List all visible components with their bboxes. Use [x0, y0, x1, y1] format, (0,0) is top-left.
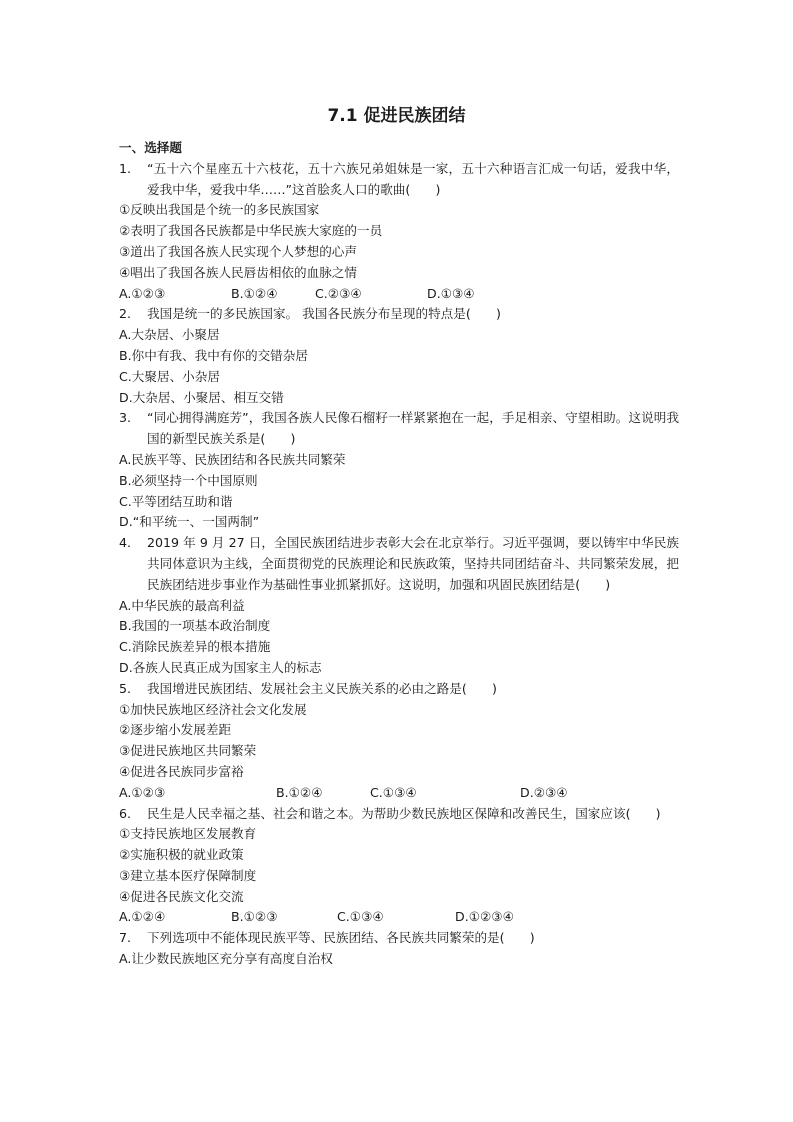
option-a: A.中华民族的最高利益	[119, 597, 245, 613]
question-number: 5.	[119, 680, 132, 696]
question-number: 3.	[119, 410, 132, 426]
option-b: B.必须坚持一个中国原则	[119, 472, 258, 488]
question-2	[119, 304, 679, 325]
option-d: D.大杂居、小聚居、相互交错	[119, 389, 284, 405]
question-text: 民生是人民幸福之基、社会和谐之本。为帮助少数民族地区保障和改善民生，国家应该( )	[147, 805, 661, 821]
option-b: B.①②③	[231, 909, 278, 925]
question-text: 下列选项中不能体现民族平等、民族团结、各民族共同繁荣的是( )	[147, 930, 535, 946]
statement: ③促进民族地区共同繁荣	[119, 743, 257, 759]
question-text: 我国增进民族团结、发展社会主义民族关系的必由之路是( )	[147, 680, 497, 696]
option-a: A.大杂居、小聚居	[119, 327, 220, 343]
statement: ②表明了我国各民族都是中华民族大家庭的一员	[119, 223, 383, 239]
option-a: A.①②③	[119, 784, 166, 800]
question-text: 2019 年 9 月 27 日，全国民族团结进步表彰大会在北京举行。习近平强调，要以铸牢中华民族共同体意识为主线，全面贯彻党的民族理论和民族政策，坚持共同团结奋斗、共同繁荣发展，把民族团结进步事业作为基础性事业抓紧抓好。这说明，加强和巩固民族团结是( )	[147, 535, 679, 592]
page-title: 7.1 促进民族团结	[327, 106, 466, 126]
option-b: B.你中有我、我中有你的交错杂居	[119, 347, 308, 363]
statement: ③道出了我国各族人民实现个人梦想的心声	[119, 243, 357, 259]
option-c: C.消除民族差异的根本措施	[119, 639, 271, 655]
options-row	[119, 284, 679, 305]
question-list	[119, 138, 679, 970]
statement: ④促进各民族同步富裕	[119, 763, 244, 779]
option-c: C.大聚居、小杂居	[119, 368, 220, 384]
option-c: C.平等团结互助和谐	[119, 493, 233, 509]
option-c: C.②③④	[315, 285, 362, 301]
options-row	[119, 783, 679, 804]
option-d: D.①②③④	[455, 909, 514, 925]
options-row	[119, 907, 679, 928]
option-d: D.“和平统一、一国两制”	[119, 514, 260, 530]
question-number: 7.	[119, 930, 132, 946]
option-c: C.①③④	[337, 909, 384, 925]
option-a: A.让少数民族地区充分享有高度自治权	[119, 951, 333, 967]
statement: ④唱出了我国各族人民唇齿相依的血脉之情	[119, 264, 357, 280]
question-text: “五十六个星座五十六枝花，五十六族兄弟姐妹是一家，五十六种语言汇成一句话，爱我中华，爱我中华，爱我中华……”这首脍炙人口的歌曲( )	[147, 160, 679, 197]
statement: ③建立基本医疗保障制度	[119, 867, 257, 883]
option-b: B.①②④	[231, 285, 278, 301]
question-1	[119, 159, 679, 201]
question-6	[119, 804, 679, 825]
statement: ④促进各民族文化交流	[119, 888, 244, 904]
option-a: A.①②③	[119, 285, 166, 301]
statement: ②逐步缩小发展差距	[119, 722, 232, 738]
option-b: B.①②④	[276, 784, 323, 800]
question-7	[119, 928, 679, 949]
option-d: D.各族人民真正成为国家主人的标志	[119, 659, 322, 675]
question-5	[119, 679, 679, 700]
option-d: D.②③④	[520, 784, 568, 800]
question-number: 2.	[119, 306, 132, 322]
statement: ①支持民族地区发展教育	[119, 826, 257, 842]
question-number: 6.	[119, 805, 132, 821]
question-4	[119, 533, 679, 595]
option-c: C.①③④	[370, 784, 417, 800]
question-3	[119, 408, 679, 450]
question-number: 4.	[119, 535, 132, 551]
option-d: D.①③④	[427, 285, 475, 301]
option-b: B.我国的一项基本政治制度	[119, 618, 271, 634]
question-text: 我国是统一的多民族国家。 我国各民族分布呈现的特点是( )	[147, 306, 501, 322]
question-text: “同心拥得满庭芳”，我国各族人民像石榴籽一样紧紧抱在一起，手足相亲、守望相助。这说明我国的新型民族关系是( )	[147, 410, 679, 447]
option-a: A.民族平等、民族团结和各民族共同繁荣	[119, 451, 346, 467]
question-number: 1.	[119, 160, 132, 176]
section-heading: 一、选择题	[119, 140, 182, 155]
option-a: A.①②④	[119, 909, 166, 925]
statement: ①加快民族地区经济社会文化发展	[119, 701, 307, 717]
statement: ②实施积极的就业政策	[119, 847, 244, 863]
statement: ①反映出我国是个统一的多民族国家	[119, 202, 320, 218]
